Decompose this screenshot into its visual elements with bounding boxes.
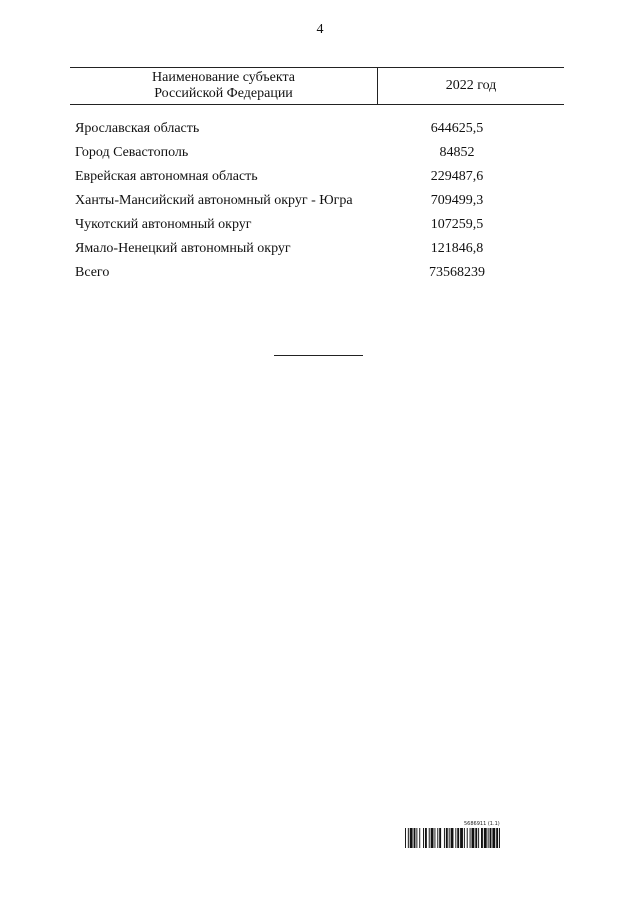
row-subject-name: Город Севастополь	[75, 145, 189, 160]
table-row	[75, 193, 564, 209]
row-subject-name: Чукотский автономный округ	[75, 217, 252, 232]
barcode-label: 5686911 (1.1)	[464, 821, 500, 827]
row-subject-name: Всего	[75, 265, 110, 280]
row-value: 229487,6	[430, 169, 484, 184]
row-value: 84852	[439, 145, 475, 160]
table-row	[75, 121, 564, 137]
row-value: 709499,3	[430, 193, 484, 208]
row-value: 107259,5	[430, 217, 484, 232]
row-value: 121846,8	[430, 241, 484, 256]
table-body	[75, 121, 564, 289]
header-subject-name	[70, 68, 378, 104]
table-row	[75, 217, 564, 233]
row-subject-name: Ямало-Ненецкий автономный округ	[75, 241, 291, 256]
header-subject-name-line2: Российской Федерации	[154, 86, 293, 101]
header-subject-name-line1: Наименование субъекта	[152, 70, 295, 85]
row-subject-name: Ханты-Мансийский автономный округ - Югра	[75, 193, 353, 208]
table-row-total	[75, 265, 564, 281]
page-number: 4	[316, 22, 324, 37]
table-header	[70, 67, 564, 105]
header-year: 2022 год	[445, 78, 497, 93]
row-subject-name: Ярославская область	[75, 121, 200, 136]
table-row	[75, 145, 564, 161]
barcode-icon	[405, 828, 560, 848]
end-of-table-divider	[274, 355, 363, 356]
row-subject-name: Еврейская автономная область	[75, 169, 258, 184]
row-value: 644625,5	[430, 121, 484, 136]
table-row	[75, 241, 564, 257]
row-value: 73568239	[429, 265, 485, 280]
table-row	[75, 169, 564, 185]
